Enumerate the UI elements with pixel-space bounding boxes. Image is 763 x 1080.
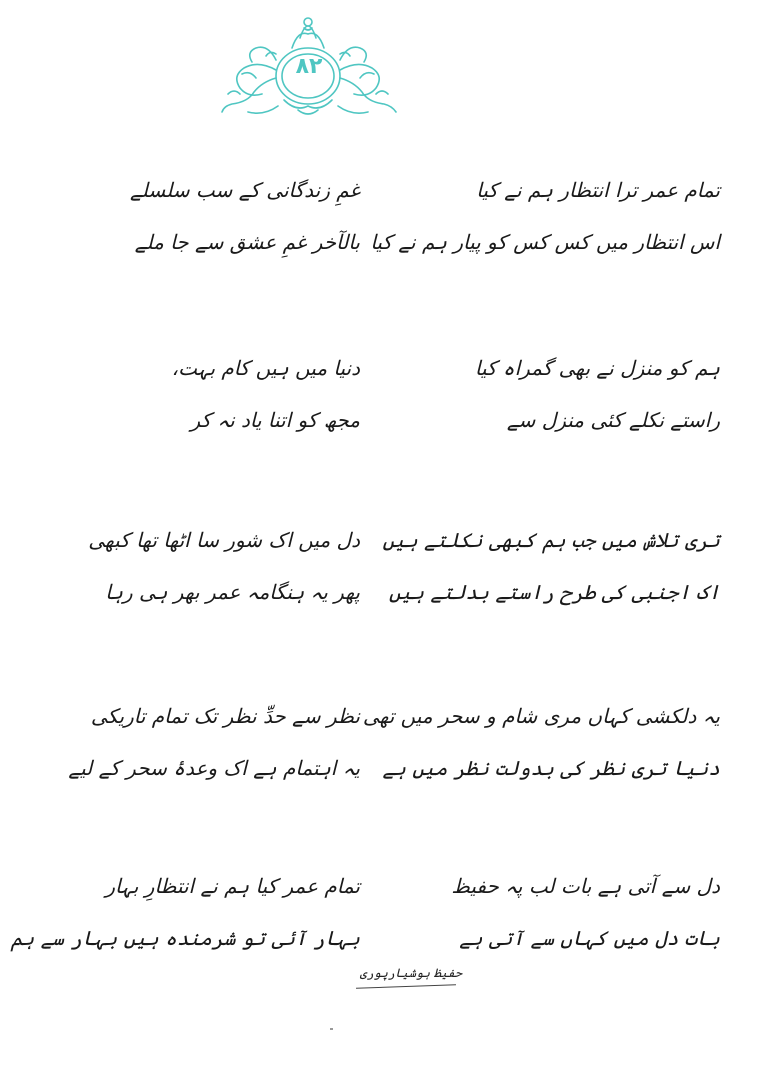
second-hemistich: بالآخر غمِ عشق سے جا ملے <box>134 230 360 254</box>
first-hemistich: دل سے آتی ہے بات لب پہ حفیظ <box>451 874 720 898</box>
first-hemistich: تمام عمر ترا انتظار ہم نے کیا <box>476 178 720 202</box>
first-hemistich: تری تلاش میں جب ہم کبھی نکلتے ہیں <box>382 528 720 552</box>
second-hemistich: تمام عمر کیا ہم نے انتظارِ بہار <box>105 874 360 898</box>
second-hemistich: پھر یہ ہنگامہ عمر بھر ہی رہا <box>105 580 360 604</box>
second-hemistich: مجھ کو اتنا یاد نہ کر <box>190 408 360 432</box>
first-hemistich: راستے نکلے کئی منزل سے <box>506 408 720 432</box>
first-hemistich: اس انتظار میں کس کس کو پیار ہم نے کیا <box>370 230 720 254</box>
verse-line <box>60 348 720 400</box>
verse-line <box>60 520 720 572</box>
verse-line <box>60 696 720 748</box>
first-hemistich: ہم کو منزل نے بھی گمراہ کیا <box>474 356 720 380</box>
stanza-3 <box>60 520 720 624</box>
stanza-5 <box>10 866 720 970</box>
verse-line <box>60 748 720 800</box>
second-hemistich: نظر سے حدِّ نظر تک تمام تاریکی <box>90 704 360 728</box>
second-hemistich: دنیا میں ہیں کام بہت، <box>171 356 360 380</box>
page-number: ۸۲ <box>295 53 323 79</box>
verse-line <box>60 400 720 452</box>
verse-line <box>60 170 720 222</box>
second-hemistich: دل میں اک شور سا اٹھا تھا کبھی <box>88 528 360 552</box>
second-hemistich: بہار آئی تو شرمندہ ہیں بہار سے ہم <box>10 926 360 950</box>
first-hemistich: اک اجنبی کی طرح راستے بدلتے ہیں <box>388 580 720 604</box>
first-hemistich: دنیا تری نظر کی بدولت نظر میں ہے <box>382 756 720 780</box>
second-hemistich: یہ اہتمام ہے اک وعدۂ سحر کے لیے <box>68 756 360 780</box>
first-hemistich: بات دل میں کہاں سے آتی ہے <box>459 926 720 950</box>
stanza-1 <box>60 170 720 274</box>
verse-line <box>60 866 720 918</box>
stanza-2 <box>60 348 720 452</box>
ink-speck <box>330 1028 333 1030</box>
stanza-4 <box>60 696 720 800</box>
first-hemistich: یہ دلکشی کہاں مری شام و سحر میں تھی <box>362 704 720 728</box>
page-number-emblem <box>218 8 400 120</box>
verse-line <box>60 572 720 624</box>
poet-signature: حفیظ ہوشیارپوری <box>359 966 462 980</box>
second-hemistich: غمِ زندگانی کے سب سلسلے <box>130 178 360 202</box>
verse-line <box>60 222 720 274</box>
